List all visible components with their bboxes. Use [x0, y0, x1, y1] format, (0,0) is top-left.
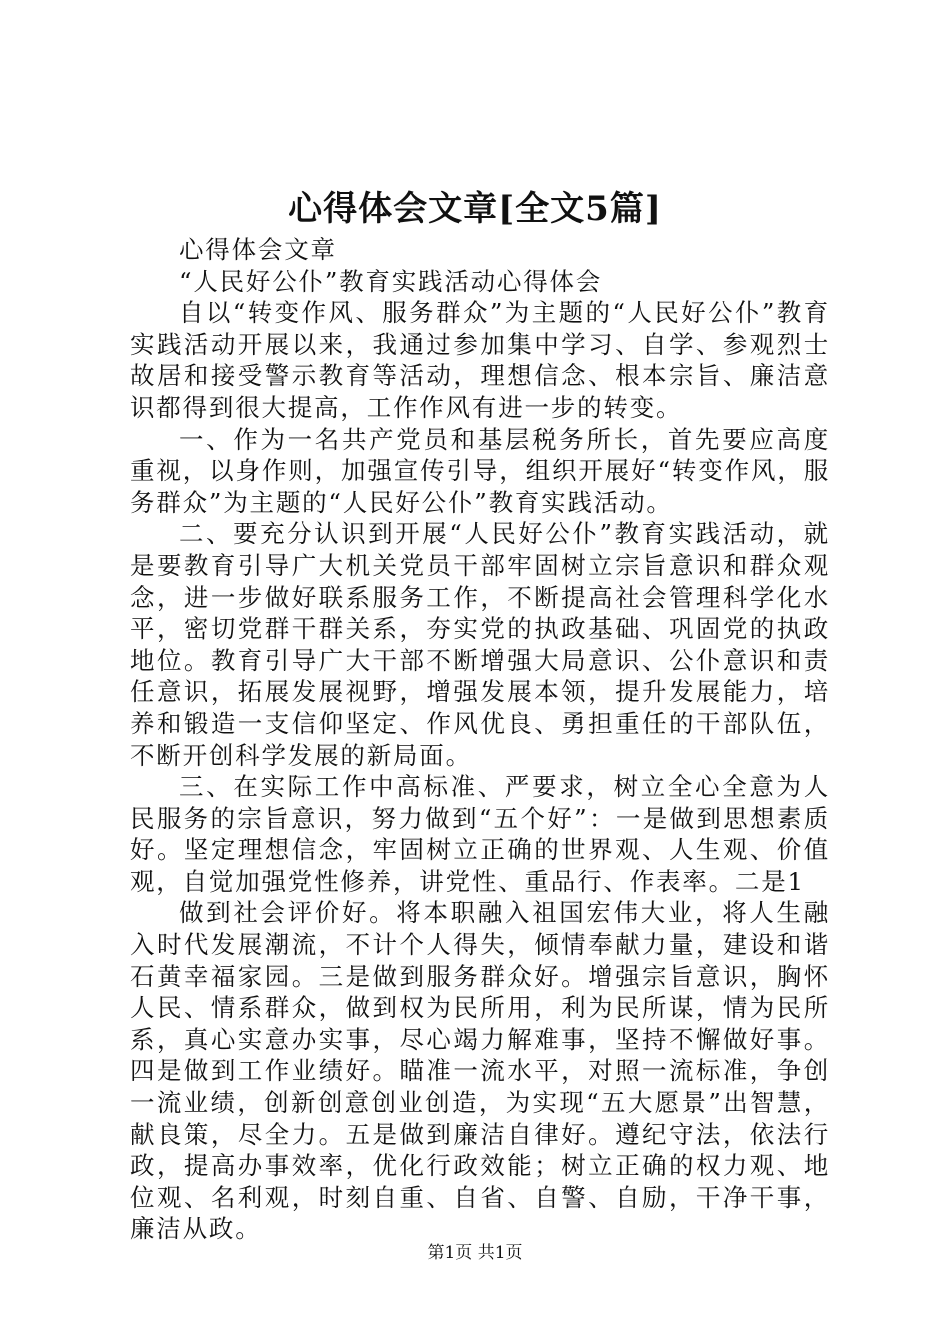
paragraph-point-2: 二、要充分认识到开展“人民好公仆”教育实践活动，就是要教育引导广大机关党员干部牢固树立宗旨意识和群众观念，进一步做好联系服务工作，不断提高社会管理科学化水平，密切党群干群关系，夯实党的执政基础、巩固党的执政地位。教育引导广大干部不断增强大局意识、公仆意识和责任意识，拓展发展视野，增强发展本领，提升发展能力，培养和锻造一支信仰坚定、作风优良、勇担重任的干部队伍，不断开创科学发展的新局面。: [130, 519, 830, 770]
document-title: 心得体会文章[全文5篇]: [288, 189, 662, 229]
page-number-footer: 第1页 共1页: [427, 1243, 523, 1263]
paragraph-point-3: 三、在实际工作中高标准、严要求，树立全心全意为人民服务的宗旨意识，努力做到“五个好”：一是做到思想素质好。坚定理想信念，牢固树立正确的世界观、人生观、价值观，自觉加强党性修养，讲党性、重品行、作表率。二是1: [130, 772, 830, 896]
paragraph-heading: 心得体会文章: [179, 235, 337, 264]
paragraph-continuation: 做到社会评价好。将本职融入祖国宏伟大业，将人生融入时代发展潮流，不计个人得失，倾情奉献力量，建设和谐石黄幸福家园。三是做到服务群众好。增强宗旨意识，胸怀人民、情系群众，做到权为民所用，利为民所谋，情为民所系，真心实意办实事，尽心竭力解难事，坚持不懈做好事。四是做到工作业绩好。瞄准一流水平，对照一流标准，争创一流业绩，创新创意创业创造，为实现“五大愿景”出智慧，献良策，尽全力。五是做到廉洁自律好。遵纪守法，依法行政，提高办事效率，优化行政效能；树立正确的权力观、地位观、名利观，时刻自重、自省、自警、自励，干净干事，廉洁从政。: [130, 898, 830, 1244]
paragraph-subtitle: “人民好公仆”教育实践活动心得体会: [179, 266, 603, 296]
document-body: [130, 234, 830, 1245]
paragraph-point-1: 一、作为一名共产党员和基层税务所长，首先要应高度重视，以身作则，加强宣传引导，组织开展好“转变作风，服务群众”为主题的“人民好公仆”教育实践活动。: [130, 424, 830, 517]
paragraph-intro: 自以“转变作风、服务群众”为主题的“人民好公仆”教育实践活动开展以来，我通过参加集中学习、自学、参观烈士故居和接受警示教育等活动，理想信念、根本宗旨、廉洁意识都得到很大提高，工作作风有进一步的转变。: [130, 298, 830, 422]
